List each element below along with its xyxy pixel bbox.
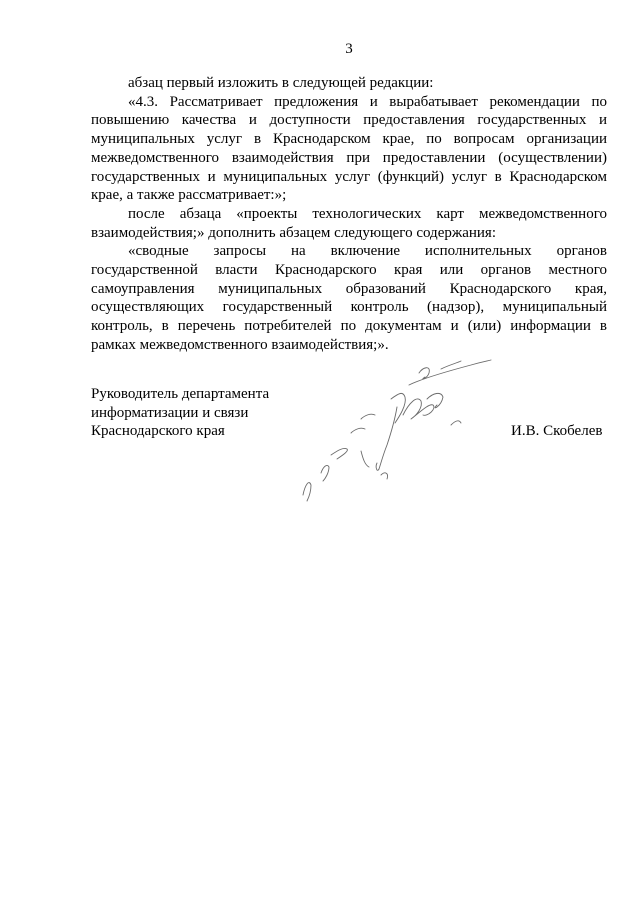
paragraph-2: «4.3. Рассматривает предложения и вырабатывает рекомендации по повышению качества и доступности предоставления государственных и муниципальных услуг в Краснодарском крае, по вопросам организации межведомственного взаимодействия при предоставлении (осуществлении) государственных и муниципальных услуг (функций) услуг в Краснодарском крае, а также рассматривает:»;: [91, 93, 607, 204]
paragraph-3: после абзаца «проекты технологических карт межведомственного взаимодействия;» дополнить абзацем следующего содержания:: [91, 205, 607, 241]
signatory-name: И.В. Скобелев: [511, 423, 603, 439]
signatory-title-line-3: Краснодарского края: [91, 423, 225, 439]
signature-block: [91, 385, 611, 515]
signatory-title: [91, 385, 269, 441]
paragraph-1: абзац первый изложить в следующей редакции:: [128, 75, 434, 91]
document-body: [91, 74, 607, 355]
page-number: 3: [345, 41, 353, 57]
handwritten-signature-icon: [291, 355, 511, 515]
paragraph-4: «сводные запросы на включение исполнительных органов государственной власти Краснодарского края или органов местного самоуправления муниципальных образований Краснодарского края, осуществляющих государственный контроль (надзор), муниципальный контроль, в перечень потребителей по документам и (или) информации в рамках межведомственного взаимодействия;».: [91, 243, 607, 353]
signatory-title-line-2: информатизации и связи: [91, 404, 249, 421]
signatory-title-line-1: Руководитель департамента: [91, 386, 270, 402]
